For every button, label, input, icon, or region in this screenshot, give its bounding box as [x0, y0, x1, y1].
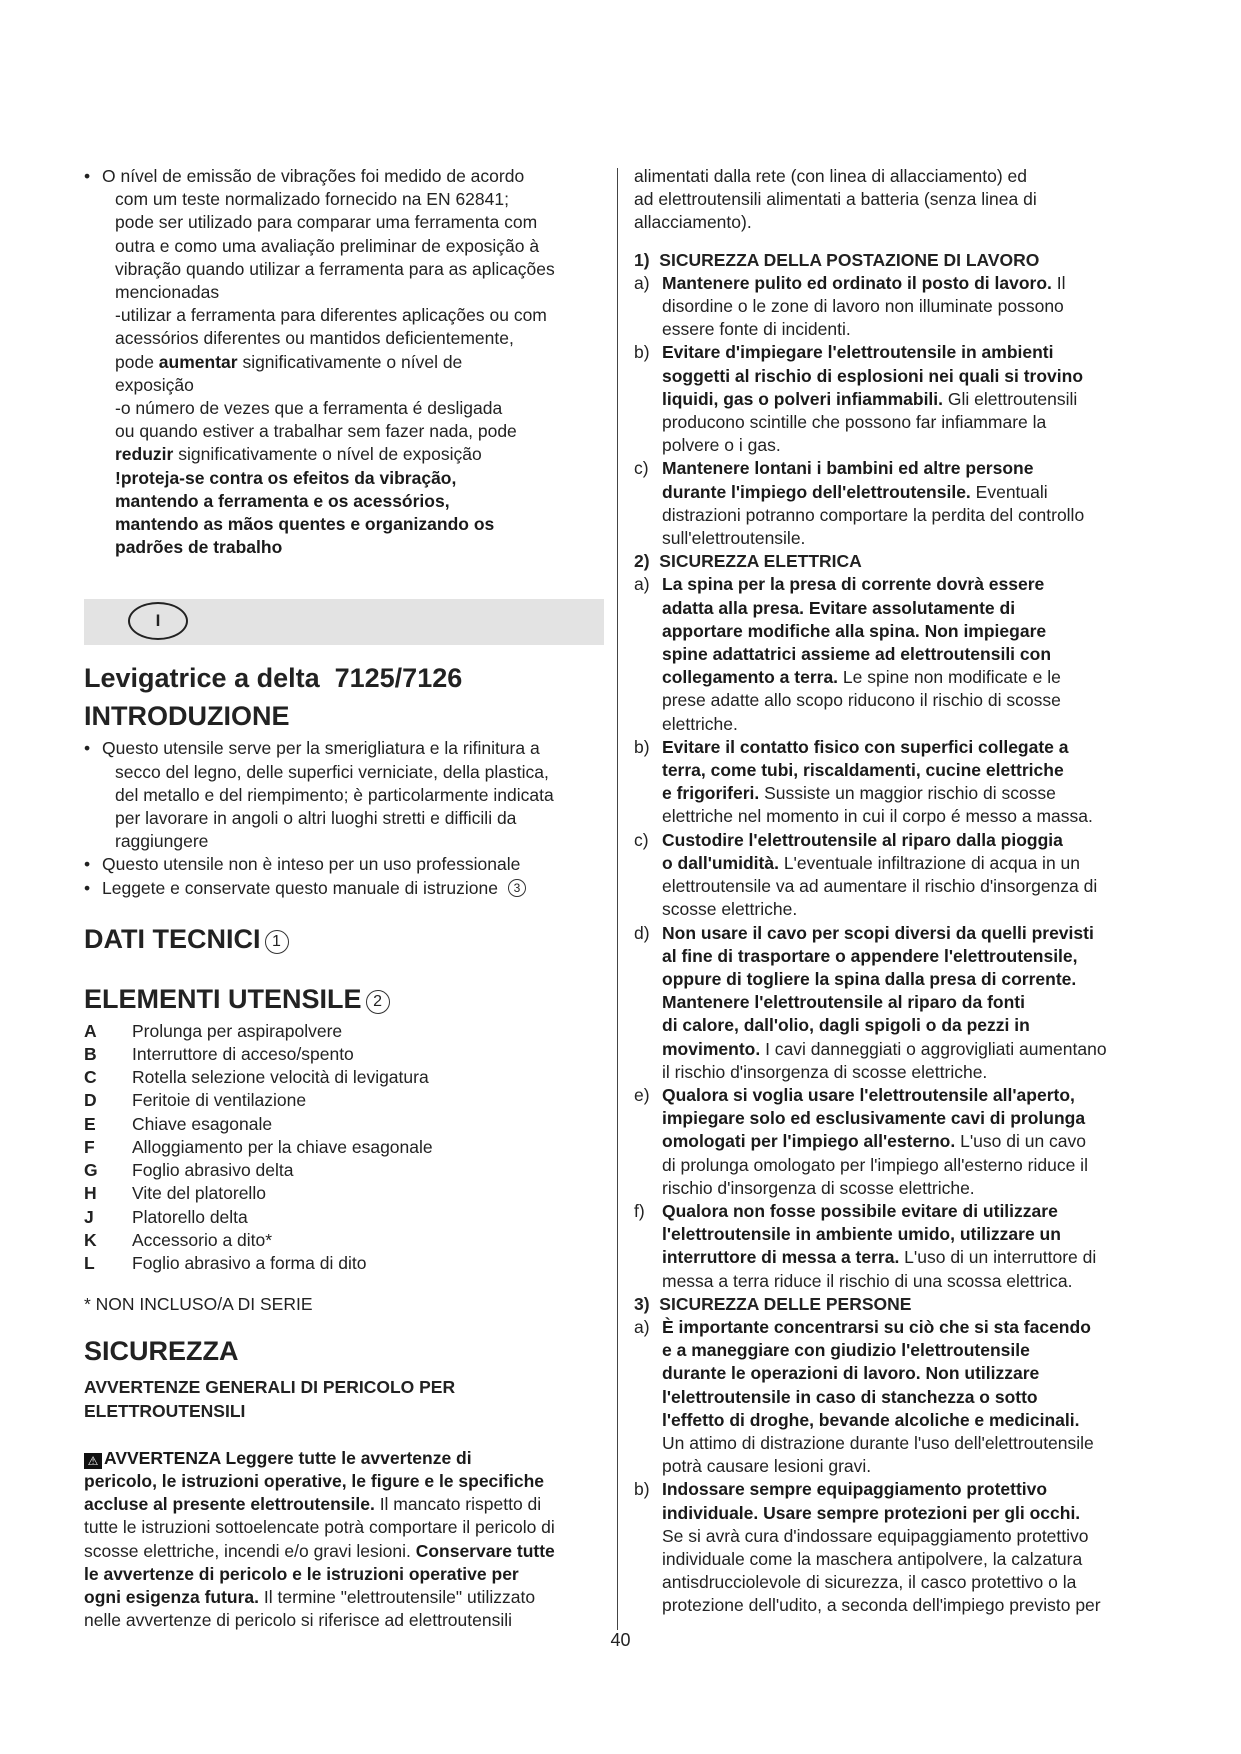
- vibration-sub-1: [84, 304, 604, 397]
- part-label: Accessorio a dito*: [132, 1229, 273, 1250]
- intro-bullet-3: [84, 877, 604, 900]
- part-key: H: [84, 1183, 97, 1204]
- sub2-post: significativamente o nível de exposição: [173, 444, 482, 465]
- s3a-line-1: Un attimo di distrazione durante l'uso dell'elettroutensile: [662, 1432, 1094, 1453]
- s3b-bold-1: Indossare sempre equipaggiamento protettivo: [662, 1479, 1048, 1500]
- sub1-post: significativamente o nível de: [237, 351, 463, 372]
- s2d-line-1: il rischio d'insorgenza di scosse elettriche.: [662, 1061, 988, 1082]
- s2b-bold-2: terra, come tubi, riscaldamenti, cucine elettriche: [662, 760, 1064, 781]
- intro-b1-line-1: • Questo utensile serve per la smerigliatura e la rifinitura a: [102, 738, 540, 759]
- s2e-bold-1: Qualora si voglia usare l'elettroutensile all'aperto,: [662, 1084, 1075, 1105]
- part-key: F: [84, 1136, 95, 1157]
- part-label: Vite del platorello: [132, 1183, 266, 1204]
- warn-bold-2: pericolo, le istruzioni operative, le figure e le specifiche: [84, 1470, 544, 1491]
- s3-item-b: [634, 1478, 1154, 1617]
- dati-heading: [84, 922, 604, 956]
- s2c-bold-2: o dall'umidità.: [662, 852, 779, 873]
- s2b-text: Sussiste un maggior rischio di scosse: [759, 783, 1056, 804]
- s2-item-a: [634, 573, 1154, 735]
- s1b-line-2: polvere o i gas.: [662, 435, 781, 456]
- part-label: Prolunga per aspirapolvere: [132, 1020, 343, 1041]
- s3b-line-1: Se si avrà cura d'indossare equipaggiamento protettivo: [662, 1525, 1089, 1546]
- part-key: B: [84, 1044, 97, 1065]
- part-label: Foglio abrasivo delta: [132, 1160, 294, 1181]
- s1b-text: Gli elettroutensili: [943, 388, 1078, 409]
- not-included-note: * NON INCLUSO/A DI SERIE: [84, 1294, 313, 1315]
- part-key: G: [84, 1160, 98, 1181]
- intro-bullet-2: [84, 853, 604, 876]
- s2d-bold-1: Non usare il cavo per scopi diversi da quelli previsti: [662, 922, 1094, 943]
- s1a-bold: Mantenere pulito ed ordinato il posto di lavoro.: [662, 272, 1052, 293]
- part-key: L: [84, 1252, 95, 1273]
- s2a-bold-3: apportare modifiche alla spina. Non impiegare: [662, 620, 1047, 641]
- part-key: D: [84, 1090, 97, 1111]
- avvertenze-line-2: ELETTROUTENSILI: [84, 1400, 246, 1421]
- label-b: b): [634, 736, 650, 757]
- part-label: Alloggiamento per la chiave esagonale: [132, 1136, 433, 1157]
- part-label: Chiave esagonale: [132, 1113, 273, 1134]
- s1a-line-2: essere fonte di incidenti.: [662, 319, 851, 340]
- left-column: [84, 165, 604, 1632]
- s3a-bold-2: e a maneggiare con giudizio l'elettroutensile: [662, 1340, 1030, 1361]
- ref-2-badge: 2: [366, 990, 390, 1014]
- part-row: [84, 1136, 604, 1159]
- s1-item-c: [634, 457, 1154, 550]
- s2e-bold-3: omologati per l'impiego all'esterno.: [662, 1131, 956, 1152]
- warn-line-8: nelle avvertenze di pericolo si riferisce ad elettroutensili: [84, 1610, 512, 1631]
- warn-text-c: scosse elettriche, incendi e/o gravi lesioni.: [84, 1540, 416, 1561]
- warn-text-a: Il mancato rispetto di: [374, 1494, 542, 1515]
- s2-item-c: [634, 829, 1154, 922]
- s2a-bold-1: La spina per la presa di corrente dovrà essere: [662, 574, 1045, 595]
- dati-heading-text: DATI TECNICI: [84, 923, 261, 954]
- part-row: [84, 1113, 604, 1136]
- protect-line-1: [115, 467, 604, 490]
- sub1-bold: aumentar: [158, 351, 238, 372]
- part-row: [84, 1229, 604, 1252]
- s2d-bold-2: al fine di trasportare o appendere l'elettroutensile,: [662, 945, 1078, 966]
- s1b-bold-1: Evitare d'impiegare l'elettroutensile in ambienti: [662, 342, 1054, 363]
- column-divider: [617, 168, 618, 1630]
- label-a: a): [634, 1316, 650, 1337]
- avvertenze-line-1: AVVERTENZE GENERALI DI PERICOLO PER: [84, 1377, 456, 1398]
- cont-line-1: alimentati dalla rete (con linea di allacciamento) ed: [634, 166, 1027, 186]
- part-row: [84, 1206, 604, 1229]
- right-column: [634, 165, 1154, 1618]
- vibration-line-5: vibração quando utilizar a ferramenta para as aplicações: [115, 258, 555, 279]
- warn-bold-1: AVVERTENZA Leggere tutte le avvertenze di: [104, 1447, 472, 1468]
- s2e-text: L'uso di un cavo: [955, 1131, 1087, 1152]
- intro-b3-text: Leggete e conservate questo manuale di istruzione: [102, 877, 498, 898]
- s1b-bold-2: soggetti al rischio di esplosioni nei quali si trovino: [662, 365, 1084, 386]
- cont-line-3: allacciamento).: [634, 212, 752, 233]
- sub2-line-2: ou quando estiver a trabalhar sem fazer nada, pode: [115, 421, 517, 442]
- part-row: [84, 1089, 604, 1112]
- vibration-bullet: [84, 165, 604, 304]
- vibration-line-2: com um teste normalizado fornecido na EN 62841;: [115, 189, 509, 210]
- part-row: [84, 1182, 604, 1205]
- warn-line-6: [84, 1563, 604, 1586]
- warn-line-1: [84, 1447, 604, 1470]
- sicurezza-heading: SICUREZZA: [84, 1336, 239, 1367]
- s2f-bold-2: l'elettroutensile in ambiente umido, utilizzare un: [662, 1224, 1061, 1245]
- part-key: A: [84, 1020, 97, 1041]
- s3b-line-3: antisdrucciolevole di sicurezza, il casco protettivo o la: [662, 1572, 1077, 1593]
- s2d-bold-6: movimento.: [662, 1038, 761, 1059]
- warn-line-4: tutte le istruzioni sottoelencate potrà comportare il pericolo di: [84, 1517, 555, 1538]
- intro-b1-line-2: secco del legno, delle superfici verniciate, della plastica,: [115, 761, 549, 782]
- label-b: b): [634, 342, 650, 363]
- s2a-line-1: prese adatte allo scopo riducono il rischio di scosse: [662, 690, 1061, 711]
- s3-item-a: [634, 1316, 1154, 1478]
- product-title: Levigatrice a delta 7125/7126: [84, 663, 463, 694]
- label-f: f): [634, 1200, 645, 1221]
- s2b-line-1: elettriche nel momento in cui il corpo é messo a massa.: [662, 806, 1093, 827]
- protect-line-3: [115, 513, 604, 536]
- sub2-bold: reduzir: [115, 444, 174, 465]
- part-row: [84, 1159, 604, 1182]
- warn-line-5: [84, 1540, 604, 1563]
- intro-b1-line-4: per lavorare in angoli o altri luoghi stretti e difficili da: [115, 808, 517, 829]
- vibration-line-1: • O nível de emissão de vibrações foi medido de acordo: [102, 166, 525, 186]
- s2b-bold-3: e frigoriferi.: [662, 783, 760, 804]
- s2e-bold-2: impiegare solo ed esclusivamente cavi di prolunga: [662, 1108, 1086, 1129]
- warn-bold-3: accluse al presente elettroutensile.: [84, 1494, 375, 1515]
- s2b-bold-1: Evitare il contatto fisico con superfici collegate a: [662, 736, 1069, 757]
- part-row: [84, 1043, 604, 1066]
- s2c-line-2: scosse elettriche.: [662, 899, 798, 920]
- s2a-bold-4: spine adattatrici assieme ad elettroutensili con: [662, 644, 1052, 665]
- section-1-heading: 1) SICUREZZA DELLA POSTAZIONE DI LAVORO: [634, 249, 1040, 270]
- cont-line-2: ad elettroutensili alimentati a batteria (senza linea di: [634, 189, 1037, 210]
- intro-bullet-1: [84, 737, 604, 853]
- part-label: Interruttore di acceso/spento: [132, 1044, 354, 1065]
- label-b: b): [634, 1479, 650, 1500]
- s1-item-b: [634, 341, 1154, 457]
- s2c-line-1: elettroutensile va ad aumentare il rischio d'insorgenza di: [662, 876, 1098, 897]
- s2f-bold-1: Qualora non fosse possibile evitare di utilizzare: [662, 1200, 1058, 1221]
- s2f-line-1: messa a terra riduce il rischio di una scossa elettrica.: [662, 1270, 1073, 1291]
- intro-heading: INTRODUZIONE: [84, 701, 290, 732]
- sub1-line-1: -utilizar a ferramenta para diferentes aplicações ou com: [115, 305, 547, 326]
- s2f-bold-3: interruttore di messa a terra.: [662, 1247, 900, 1268]
- intro-b1-line-5: raggiungere: [115, 831, 209, 852]
- part-key: E: [84, 1113, 96, 1134]
- s1c-line-2: sull'elettroutensile.: [662, 528, 806, 549]
- s2a-text: Le spine non modificate e le: [838, 667, 1061, 688]
- s3b-line-4: protezione dell'udito, a seconda dell'impiego previsto per: [662, 1595, 1101, 1616]
- s2d-text: I cavi danneggiati o aggrovigliati aumentano: [760, 1038, 1107, 1059]
- s2d-bold-4: Mantenere l'elettroutensile al riparo da fonti: [662, 992, 1025, 1013]
- protect-line-4: [115, 536, 604, 559]
- s1c-text: Eventuali: [970, 481, 1048, 502]
- part-key: J: [84, 1206, 94, 1227]
- ref-3-badge: 3: [508, 879, 526, 897]
- s1c-bold-2: durante l'impiego dell'elettroutensile.: [662, 481, 971, 502]
- warn-bold-e: ogni esigenza futura.: [84, 1586, 260, 1607]
- sub1-line-2: acessórios diferentes ou mantidos deficientemente,: [115, 328, 514, 349]
- s1c-line-1: distrazioni potranno comportare la perdita del controllo: [662, 504, 1085, 525]
- vibration-line-4: outra e como uma avaliação preliminar de exposição à: [115, 235, 540, 256]
- parts-list: [84, 1020, 604, 1275]
- part-row: [84, 1252, 604, 1275]
- protect-bold-2: mantendo a ferramenta e os acessórios,: [115, 490, 450, 511]
- elementi-heading-text: ELEMENTI UTENSILE: [84, 983, 362, 1014]
- vibration-sub-2: [84, 397, 604, 559]
- s3a-bold-1: È importante concentrarsi su ciò che si sta facendo: [662, 1316, 1091, 1337]
- label-e: e): [634, 1084, 650, 1105]
- s3a-line-2: potrà causare lesioni gravi.: [662, 1456, 872, 1477]
- s1c-bold-1: Mantenere lontani i bambini ed altre persone: [662, 458, 1034, 479]
- warn-line-7: [84, 1586, 604, 1609]
- s1b-bold-3: liquidi, gas o polveri infiammabili.: [662, 388, 944, 409]
- label-a: a): [634, 574, 650, 595]
- s2f-text: L'uso di un interruttore di: [899, 1247, 1097, 1268]
- protect-bold-1: !proteja-se contra os efeitos da vibração,: [115, 467, 457, 488]
- label-c: c): [634, 458, 649, 479]
- intro-b1-line-3: del metallo e del riempimento; è particolarmente indicata: [115, 784, 554, 805]
- part-key: C: [84, 1067, 97, 1088]
- part-row: [84, 1066, 604, 1089]
- protect-line-2: [115, 490, 604, 513]
- sub2-line-3: [115, 443, 604, 466]
- intro-b2-text: • Questo utensile non è inteso per un uso professionale: [102, 854, 521, 875]
- s2c-text: L'eventuale infiltrazione di acqua in un: [778, 852, 1080, 873]
- s2e-line-1: di prolunga omologato per l'impiego all'esterno riduce il: [662, 1154, 1088, 1175]
- s2a-bold-2: adatta alla presa. Evitare assolutamente di: [662, 597, 1016, 618]
- s3b-bold-2: individuale. Usare sempre protezioni per gli occhi.: [662, 1502, 1081, 1523]
- section-2-heading: 2) SICUREZZA ELETTRICA: [634, 551, 862, 572]
- part-label: Feritoie di ventilazione: [132, 1090, 307, 1111]
- protect-bold-3: mantendo as mãos quentes e organizando os: [115, 514, 495, 535]
- warn-line-3: [84, 1493, 604, 1516]
- elementi-heading: [84, 982, 604, 1016]
- s3a-bold-5: l'effetto di droghe, bevande alcoliche e medicinali.: [662, 1409, 1080, 1430]
- sub2-line-1: -o número de vezes que a ferramenta é desligada: [115, 398, 503, 419]
- s2a-bold-5: collegamento a terra.: [662, 667, 839, 688]
- vibration-line-6: mencionadas: [115, 282, 220, 303]
- s1a-text: Il: [1051, 272, 1066, 293]
- s2d-bold-3: oppure di togliere la spina dalla presa di corrente.: [662, 968, 1077, 989]
- part-key: K: [84, 1229, 97, 1250]
- s2-item-d: [634, 922, 1154, 1084]
- warn-line-2: [84, 1470, 604, 1493]
- s3a-bold-4: l'elettroutensile in caso di stanchezza o sotto: [662, 1386, 1038, 1407]
- sub1-line-3: [115, 351, 604, 374]
- label-d: d): [634, 922, 650, 943]
- s1-item-a: [634, 272, 1154, 342]
- label-a: a): [634, 272, 650, 293]
- label-c: c): [634, 829, 649, 850]
- s2-item-e: [634, 1084, 1154, 1200]
- ref-1-badge: 1: [265, 930, 289, 954]
- vibration-line-3: pode ser utilizado para comparar uma ferramenta com: [115, 212, 538, 233]
- protect-bold-4: padrões de trabalho: [115, 537, 283, 558]
- s3b-line-2: individuale come la maschera antipolvere, la calzatura: [662, 1548, 1083, 1569]
- part-label: Rotella selezione velocità di levigatura: [132, 1067, 429, 1088]
- part-label: Platorello delta: [132, 1206, 248, 1227]
- s1a-line-1: disordine o le zone di lavoro non illuminate possono: [662, 296, 1064, 317]
- part-row: [84, 1020, 604, 1043]
- s2a-line-2: elettriche.: [662, 713, 738, 734]
- language-badge: I: [128, 602, 188, 640]
- warn-bold-c: Conservare tutte: [415, 1540, 555, 1561]
- section-3-heading: 3) SICUREZZA DELLE PERSONE: [634, 1293, 912, 1314]
- part-label: Foglio abrasivo a forma di dito: [132, 1252, 367, 1273]
- warn-text-e: Il termine "elettroutensile" utilizzato: [259, 1586, 536, 1607]
- s1b-line-1: producono scintille che possono far infiammare la: [662, 412, 1047, 433]
- language-bar: [84, 599, 604, 645]
- s3a-bold-3: durante le operazioni di lavoro. Non utilizzare: [662, 1363, 1040, 1384]
- s2e-line-2: rischio d'insorgenza di scosse elettriche.: [662, 1177, 975, 1198]
- s2d-bold-5: di calore, dall'olio, dagli spigoli o da pezzi in: [662, 1015, 1030, 1036]
- page-number: 40: [610, 1630, 631, 1650]
- sub1-pre: pode: [115, 351, 159, 372]
- sub1-line-4: exposição: [115, 374, 194, 395]
- warn-bold-d: le avvertenze di pericolo e le istruzioni operative per: [84, 1563, 519, 1584]
- warning-paragraph: [84, 1447, 604, 1633]
- s2-item-f: [634, 1200, 1154, 1293]
- s2c-bold-1: Custodire l'elettroutensile al riparo dalla pioggia: [662, 829, 1063, 850]
- warning-triangle-icon: ⚠: [84, 1453, 102, 1469]
- s2-item-b: [634, 736, 1154, 829]
